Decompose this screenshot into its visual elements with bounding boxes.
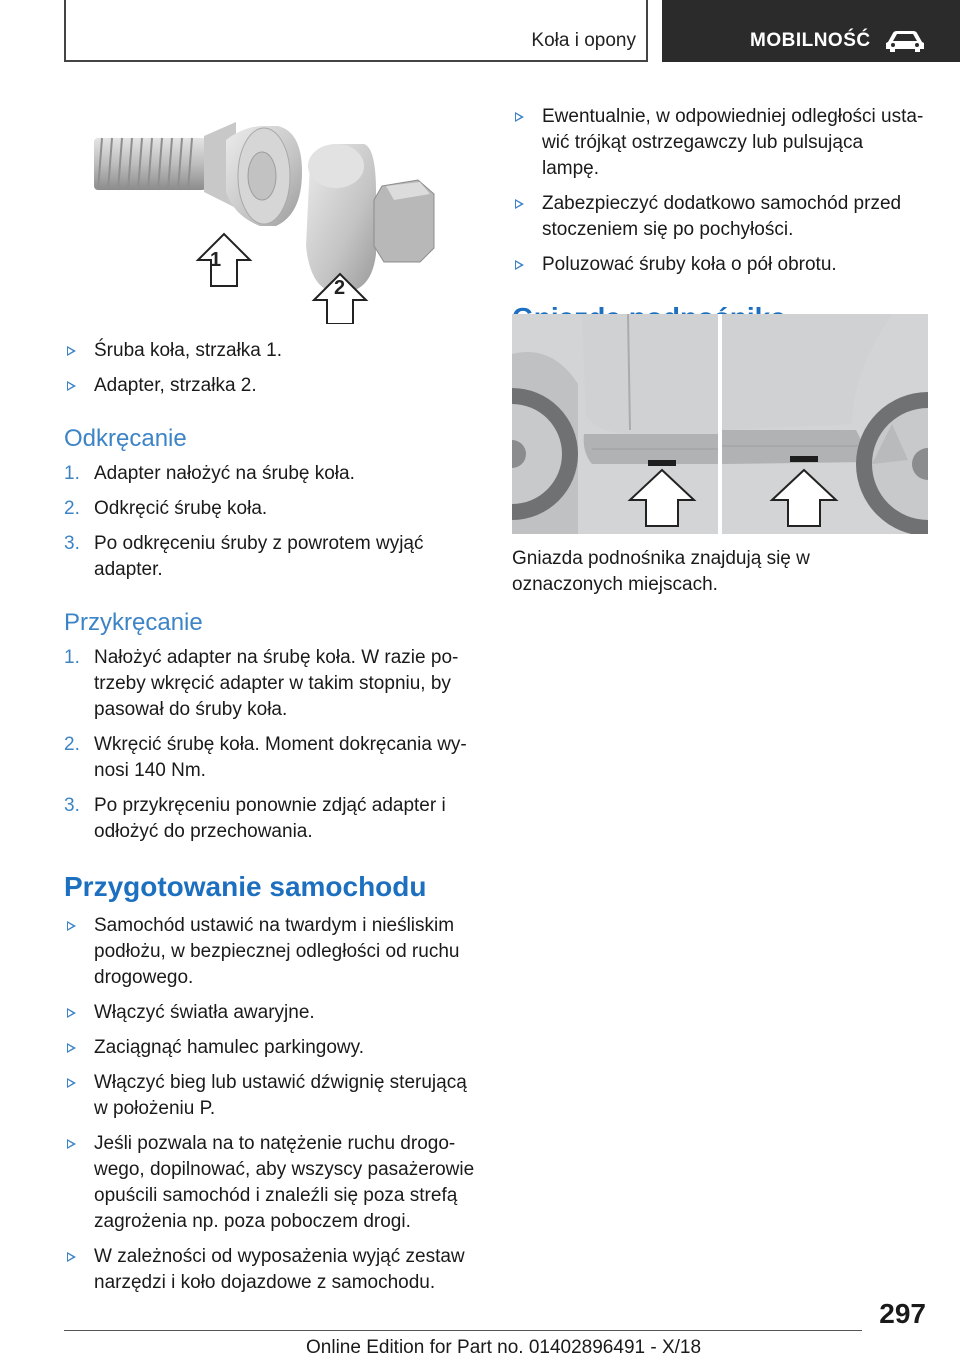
jack-points-figure [512, 314, 928, 534]
wheel-bolt-figure [64, 96, 476, 324]
prepare-list [64, 913, 476, 1296]
loosen-steps [64, 461, 476, 583]
jack-caption-block [512, 546, 924, 598]
triangle-bullet-icon [67, 381, 76, 391]
car-icon [884, 28, 926, 54]
list-item: 3. Po odkręceniu śruby z powrotem wyjąć adapter. [64, 533, 424, 580]
list-item: 1. Nałożyć adapter na śrubę koła. W razie potrzeby wkręcić adapter w takim stopniu, by pasował do śruby koła. [64, 647, 459, 720]
triangle-bullet-icon [67, 346, 76, 356]
list-item: Śruba koła, strzałka 1. [64, 338, 476, 364]
prepare-continued-list [512, 104, 924, 278]
list-item: Zaciągnąć hamulec parkingowy. [64, 1035, 476, 1061]
list-item: Zabezpieczyć dodatkowo samochód przed stoczeniem się po pochyłości. [512, 191, 924, 243]
header-section-title: Koła i opony [531, 30, 636, 51]
list-item: 2. Wkręcić śrubę koła. Moment dokręcania wynosi 140 Nm. [64, 734, 467, 781]
list-item: W zależności od wyposażenia wyjąć zestaw narzędzi i koło dojazdowe z samochodu. [64, 1244, 476, 1296]
footer-edition: Online Edition for Part no. 01402896491 - X/18 [306, 1337, 702, 1358]
triangle-bullet-icon [67, 1078, 76, 1088]
bolt-legend-list [64, 338, 476, 399]
list-item: Włączyć bieg lub ustawić dźwignię sterującą w położeniu P. [64, 1070, 476, 1122]
list-item: Włączyć światła awaryjne. [64, 1000, 476, 1026]
triangle-bullet-icon [515, 112, 524, 122]
figure-label-2: 2 [334, 277, 346, 299]
list-item: 2. Odkręcić śrubę koła. [64, 498, 268, 519]
heading-prepare: Przygotowanie samochodu [64, 871, 427, 902]
left-column [64, 338, 476, 1305]
list-item: Ewentualnie, w odpowiedniej odległości ustawić trójkąt ostrzegawczy lub pulsująca lampę. [512, 104, 924, 182]
page-number: 297 [879, 1298, 926, 1329]
triangle-bullet-icon [515, 260, 524, 270]
list-item: Poluzować śruby koła o pół obrotu. [512, 252, 924, 278]
right-column [512, 104, 924, 344]
triangle-bullet-icon [67, 1043, 76, 1053]
list-item: 1. Adapter nałożyć na śrubę koła. [64, 463, 355, 484]
header-chapter-title: MOBILNOŚĆ [750, 30, 871, 51]
footer-divider [64, 1330, 862, 1331]
list-item: 3. Po przykręceniu ponownie zdjąć adapter i odłożyć do przechowania. [64, 795, 446, 842]
triangle-bullet-icon [515, 199, 524, 209]
tighten-steps [64, 645, 476, 845]
triangle-bullet-icon [67, 1139, 76, 1149]
list-item: Adapter, strzałka 2. [64, 373, 476, 399]
list-item: Samochód ustawić na twardym i nieśliskim podłożu, w bezpiecznej odległości od ruchu drogowego. [64, 913, 476, 991]
heading-loosen: Odkręcanie [64, 425, 187, 452]
triangle-bullet-icon [67, 921, 76, 931]
figure-label-1: 1 [210, 249, 222, 271]
triangle-bullet-icon [67, 1252, 76, 1262]
triangle-bullet-icon [67, 1008, 76, 1018]
heading-tighten: Przykręcanie [64, 609, 203, 636]
jack-caption: Gniazda podnośnika znajdują się w oznaczonych miejscach. [512, 548, 810, 595]
list-item: Jeśli pozwala na to natężenie ruchu drogowego, dopilnować, aby wszyscy pasażerowie opuścili samochód i znaleźli się poza strefą zagrożenia np. poza poboczem drogi. [64, 1131, 476, 1235]
